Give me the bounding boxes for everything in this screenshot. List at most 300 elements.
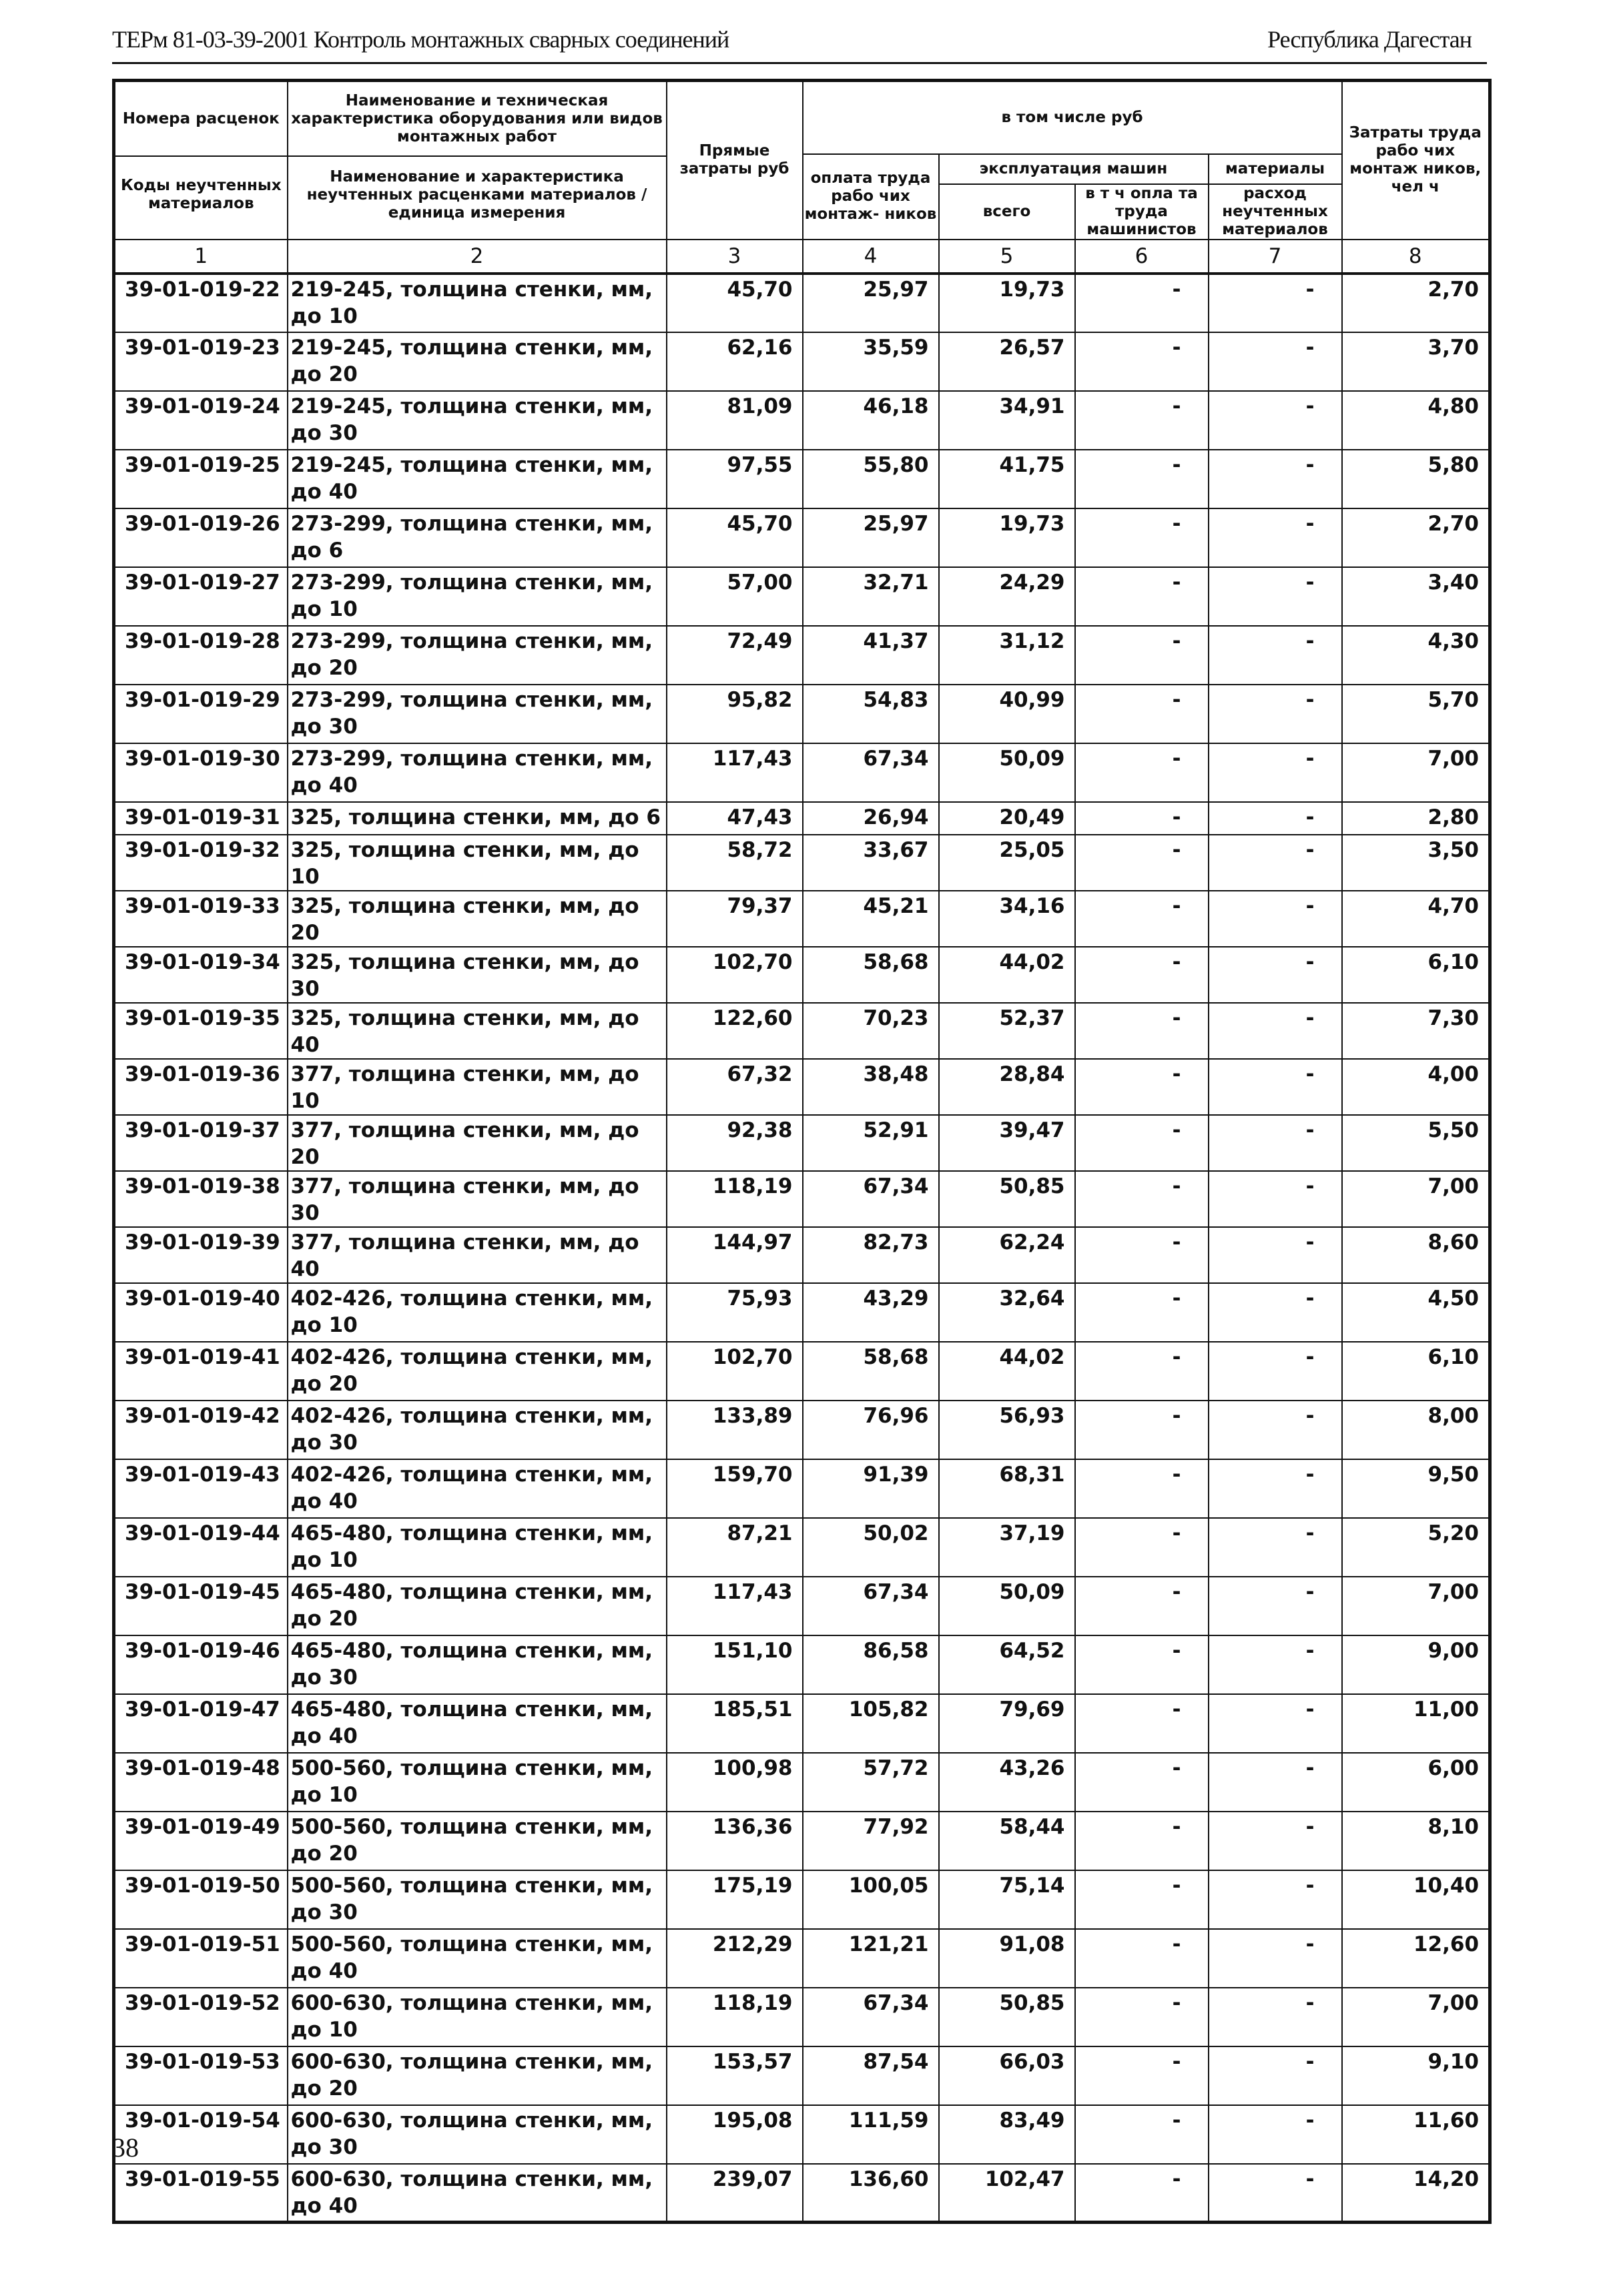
work-description-cell: 325, толщина стенки, мм, до 40 — [288, 1003, 667, 1059]
work-description-cell: 402-426, толщина стенки, мм, до 20 — [288, 1342, 667, 1401]
direct-costs-cell: 144,97 — [667, 1227, 803, 1283]
table-row — [114, 891, 1490, 947]
rate-code-cell: 39-01-019-54 — [114, 2105, 288, 2164]
work-description-cell: 377, толщина стенки, мм, до 20 — [288, 1115, 667, 1171]
worker-wages-cell: 33,67 — [803, 835, 939, 891]
work-description-cell: 377, толщина стенки, мм, до 10 — [288, 1059, 667, 1115]
rate-code-cell: 39-01-019-55 — [114, 2164, 288, 2223]
machinist-wages-cell: - — [1075, 332, 1209, 391]
rate-code-cell: 39-01-019-44 — [114, 1518, 288, 1577]
material-consumption-cell: - — [1209, 1342, 1342, 1401]
work-description-cell: 219-245, толщина стенки, мм, до 40 — [288, 450, 667, 508]
work-description-cell: 402-426, толщина стенки, мм, до 40 — [288, 1459, 667, 1518]
price-table — [112, 79, 1492, 2224]
table-row — [114, 1115, 1490, 1171]
column-header-code-bottom: Коды неучтенных материалов — [120, 177, 282, 212]
work-description-cell: 273-299, толщина стенки, мм, до 10 — [288, 567, 667, 626]
work-description-cell: 325, толщина стенки, мм, до 30 — [288, 947, 667, 1003]
rate-code-cell: 39-01-019-40 — [114, 1283, 288, 1342]
worker-wages-cell: 54,83 — [803, 685, 939, 743]
labor-hours-cell: 8,10 — [1342, 1812, 1490, 1870]
column-header-name-top: Наименование и техническая характеристика оборудования или видов монтажных работ — [288, 82, 666, 157]
table-row — [114, 1577, 1490, 1635]
table-row — [114, 835, 1490, 891]
direct-costs-cell: 100,98 — [667, 1753, 803, 1812]
labor-hours-cell: 6,10 — [1342, 947, 1490, 1003]
labor-hours-cell: 7,30 — [1342, 1003, 1490, 1059]
direct-costs-cell: 117,43 — [667, 743, 803, 802]
material-consumption-cell: - — [1209, 1929, 1342, 1988]
page-number: 38 — [112, 2133, 139, 2163]
labor-hours-cell: 4,00 — [1342, 1059, 1490, 1115]
work-description-cell: 465-480, толщина стенки, мм, до 30 — [288, 1635, 667, 1694]
rate-code-cell: 39-01-019-51 — [114, 1929, 288, 1988]
machinist-wages-cell: - — [1075, 274, 1209, 332]
direct-costs-cell: 212,29 — [667, 1929, 803, 1988]
table-row — [114, 1059, 1490, 1115]
rate-code-cell: 39-01-019-47 — [114, 1694, 288, 1753]
worker-wages-cell: 25,97 — [803, 508, 939, 567]
worker-wages-cell: 52,91 — [803, 1115, 939, 1171]
column-header-name-bottom: Наименование и характеристика неучтенных расценками материалов / единица измерения — [306, 167, 647, 222]
machines-total-cell: 24,29 — [939, 567, 1075, 626]
machinist-wages-cell: - — [1075, 802, 1209, 835]
column-header-wages: оплата труда рабо чих монтаж- ников — [803, 154, 939, 240]
table-header — [114, 81, 1490, 274]
worker-wages-cell: 38,48 — [803, 1059, 939, 1115]
machinist-wages-cell: - — [1075, 1115, 1209, 1171]
material-consumption-cell: - — [1209, 508, 1342, 567]
labor-hours-cell: 11,00 — [1342, 1694, 1490, 1753]
machinist-wages-cell: - — [1075, 626, 1209, 685]
work-description-cell: 600-630, толщина стенки, мм, до 40 — [288, 2164, 667, 2223]
worker-wages-cell: 70,23 — [803, 1003, 939, 1059]
labor-hours-cell: 6,00 — [1342, 1753, 1490, 1812]
labor-hours-cell: 7,00 — [1342, 1577, 1490, 1635]
column-header-direct-costs: Прямые затраты руб — [667, 81, 803, 240]
rate-code-cell: 39-01-019-34 — [114, 947, 288, 1003]
machines-total-cell: 50,09 — [939, 743, 1075, 802]
rate-code-cell: 39-01-019-52 — [114, 1988, 288, 2046]
machinist-wages-cell: - — [1075, 391, 1209, 450]
material-consumption-cell: - — [1209, 743, 1342, 802]
direct-costs-cell: 45,70 — [667, 274, 803, 332]
rate-code-cell: 39-01-019-31 — [114, 802, 288, 835]
column-number: 3 — [667, 240, 803, 274]
labor-hours-cell: 7,00 — [1342, 743, 1490, 802]
material-consumption-cell: - — [1209, 1753, 1342, 1812]
table-row — [114, 1401, 1490, 1459]
rate-code-cell: 39-01-019-43 — [114, 1459, 288, 1518]
machinist-wages-cell: - — [1075, 1283, 1209, 1342]
rate-code-cell: 39-01-019-41 — [114, 1342, 288, 1401]
direct-costs-cell: 117,43 — [667, 1577, 803, 1635]
work-description-cell: 402-426, толщина стенки, мм, до 30 — [288, 1401, 667, 1459]
rate-code-cell: 39-01-019-42 — [114, 1401, 288, 1459]
machinist-wages-cell: - — [1075, 1635, 1209, 1694]
material-consumption-cell: - — [1209, 1003, 1342, 1059]
work-description-cell: 500-560, толщина стенки, мм, до 20 — [288, 1812, 667, 1870]
direct-costs-cell: 72,49 — [667, 626, 803, 685]
machinist-wages-cell: - — [1075, 1694, 1209, 1753]
labor-hours-cell: 8,00 — [1342, 1401, 1490, 1459]
header-rule — [112, 62, 1487, 64]
work-description-cell: 325, толщина стенки, мм, до 20 — [288, 891, 667, 947]
machines-total-cell: 32,64 — [939, 1283, 1075, 1342]
machinist-wages-cell: - — [1075, 567, 1209, 626]
material-consumption-cell: - — [1209, 567, 1342, 626]
material-consumption-cell: - — [1209, 1577, 1342, 1635]
document-title: ТЕРм 81-03-39-2001 Контроль монтажных сварных соединений — [112, 26, 729, 53]
machines-total-cell: 68,31 — [939, 1459, 1075, 1518]
machinist-wages-cell: - — [1075, 1459, 1209, 1518]
table-row — [114, 567, 1490, 626]
worker-wages-cell: 67,34 — [803, 743, 939, 802]
material-consumption-cell: - — [1209, 802, 1342, 835]
direct-costs-cell: 97,55 — [667, 450, 803, 508]
direct-costs-cell: 185,51 — [667, 1694, 803, 1753]
column-header-labor: Затраты труда рабо чих монтаж ников, чел ч — [1342, 81, 1490, 240]
work-description-cell: 500-560, толщина стенки, мм, до 30 — [288, 1870, 667, 1929]
direct-costs-cell: 95,82 — [667, 685, 803, 743]
rate-code-cell: 39-01-019-38 — [114, 1171, 288, 1227]
material-consumption-cell: - — [1209, 332, 1342, 391]
machinist-wages-cell: - — [1075, 1518, 1209, 1577]
labor-hours-cell: 9,50 — [1342, 1459, 1490, 1518]
worker-wages-cell: 43,29 — [803, 1283, 939, 1342]
machines-total-cell: 50,85 — [939, 1988, 1075, 2046]
machinist-wages-cell: - — [1075, 1753, 1209, 1812]
machines-total-cell: 34,91 — [939, 391, 1075, 450]
table-row — [114, 1635, 1490, 1694]
labor-hours-cell: 2,70 — [1342, 508, 1490, 567]
material-consumption-cell: - — [1209, 1870, 1342, 1929]
work-description-cell: 325, толщина стенки, мм, до 6 — [288, 802, 667, 835]
material-consumption-cell: - — [1209, 2164, 1342, 2223]
direct-costs-cell: 75,93 — [667, 1283, 803, 1342]
rate-code-cell: 39-01-019-36 — [114, 1059, 288, 1115]
column-header-materials: материалы — [1209, 154, 1342, 184]
rate-code-cell: 39-01-019-39 — [114, 1227, 288, 1283]
machines-total-cell: 26,57 — [939, 332, 1075, 391]
column-header-machines: эксплуатация машин — [939, 154, 1209, 184]
work-description-cell: 325, толщина стенки, мм, до 10 — [288, 835, 667, 891]
direct-costs-cell: 159,70 — [667, 1459, 803, 1518]
column-number: 6 — [1075, 240, 1209, 274]
direct-costs-cell: 118,19 — [667, 1171, 803, 1227]
rate-code-cell: 39-01-019-22 — [114, 274, 288, 332]
worker-wages-cell: 67,34 — [803, 1171, 939, 1227]
worker-wages-cell: 25,97 — [803, 274, 939, 332]
rate-code-cell: 39-01-019-32 — [114, 835, 288, 891]
worker-wages-cell: 100,05 — [803, 1870, 939, 1929]
rate-code-cell: 39-01-019-46 — [114, 1635, 288, 1694]
labor-hours-cell: 5,20 — [1342, 1518, 1490, 1577]
labor-hours-cell: 10,40 — [1342, 1870, 1490, 1929]
table-row — [114, 802, 1490, 835]
worker-wages-cell: 77,92 — [803, 1812, 939, 1870]
machinist-wages-cell: - — [1075, 1988, 1209, 2046]
labor-hours-cell: 4,50 — [1342, 1283, 1490, 1342]
labor-hours-cell: 7,00 — [1342, 1171, 1490, 1227]
material-consumption-cell: - — [1209, 391, 1342, 450]
material-consumption-cell: - — [1209, 947, 1342, 1003]
labor-hours-cell: 9,10 — [1342, 2046, 1490, 2105]
column-header-name — [288, 81, 667, 240]
direct-costs-cell: 239,07 — [667, 2164, 803, 2223]
machines-total-cell: 19,73 — [939, 508, 1075, 567]
worker-wages-cell: 55,80 — [803, 450, 939, 508]
machines-total-cell: 41,75 — [939, 450, 1075, 508]
table-row — [114, 2164, 1490, 2223]
machines-total-cell: 64,52 — [939, 1635, 1075, 1694]
work-description-cell: 465-480, толщина стенки, мм, до 10 — [288, 1518, 667, 1577]
worker-wages-cell: 82,73 — [803, 1227, 939, 1283]
labor-hours-cell: 4,30 — [1342, 626, 1490, 685]
direct-costs-cell: 102,70 — [667, 947, 803, 1003]
material-consumption-cell: - — [1209, 1988, 1342, 2046]
machines-total-cell: 31,12 — [939, 626, 1075, 685]
machinist-wages-cell: - — [1075, 2105, 1209, 2164]
labor-hours-cell: 8,60 — [1342, 1227, 1490, 1283]
table-row — [114, 685, 1490, 743]
machines-total-cell: 62,24 — [939, 1227, 1075, 1283]
table-row — [114, 1342, 1490, 1401]
direct-costs-cell: 67,32 — [667, 1059, 803, 1115]
work-description-cell: 500-560, толщина стенки, мм, до 10 — [288, 1753, 667, 1812]
machines-total-cell: 50,85 — [939, 1171, 1075, 1227]
worker-wages-cell: 136,60 — [803, 2164, 939, 2223]
work-description-cell: 377, толщина стенки, мм, до 30 — [288, 1171, 667, 1227]
material-consumption-cell: - — [1209, 1401, 1342, 1459]
machinist-wages-cell: - — [1075, 1227, 1209, 1283]
machinist-wages-cell: - — [1075, 1577, 1209, 1635]
material-consumption-cell: - — [1209, 1459, 1342, 1518]
machinist-wages-cell: - — [1075, 450, 1209, 508]
material-consumption-cell: - — [1209, 2046, 1342, 2105]
machinist-wages-cell: - — [1075, 1870, 1209, 1929]
worker-wages-cell: 46,18 — [803, 391, 939, 450]
machines-total-cell: 34,16 — [939, 891, 1075, 947]
table-row — [114, 2105, 1490, 2164]
labor-hours-cell: 2,70 — [1342, 274, 1490, 332]
direct-costs-cell: 47,43 — [667, 802, 803, 835]
rate-code-cell: 39-01-019-33 — [114, 891, 288, 947]
rate-code-cell: 39-01-019-27 — [114, 567, 288, 626]
labor-hours-cell: 6,10 — [1342, 1342, 1490, 1401]
labor-hours-cell: 2,80 — [1342, 802, 1490, 835]
work-description-cell: 465-480, толщина стенки, мм, до 40 — [288, 1694, 667, 1753]
table-row — [114, 1694, 1490, 1753]
machines-total-cell: 37,19 — [939, 1518, 1075, 1577]
work-description-cell: 600-630, толщина стенки, мм, до 10 — [288, 1988, 667, 2046]
direct-costs-cell: 175,19 — [667, 1870, 803, 1929]
material-consumption-cell: - — [1209, 2105, 1342, 2164]
worker-wages-cell: 67,34 — [803, 1577, 939, 1635]
rate-code-cell: 39-01-019-24 — [114, 391, 288, 450]
rate-code-cell: 39-01-019-35 — [114, 1003, 288, 1059]
labor-hours-cell: 3,70 — [1342, 332, 1490, 391]
rate-code-cell: 39-01-019-49 — [114, 1812, 288, 1870]
rate-code-cell: 39-01-019-28 — [114, 626, 288, 685]
rate-code-cell: 39-01-019-48 — [114, 1753, 288, 1812]
work-description-cell: 219-245, толщина стенки, мм, до 30 — [288, 391, 667, 450]
material-consumption-cell: - — [1209, 1227, 1342, 1283]
worker-wages-cell: 105,82 — [803, 1694, 939, 1753]
worker-wages-cell: 50,02 — [803, 1518, 939, 1577]
worker-wages-cell: 57,72 — [803, 1753, 939, 1812]
worker-wages-cell: 67,34 — [803, 1988, 939, 2046]
direct-costs-cell: 118,19 — [667, 1988, 803, 2046]
direct-costs-cell: 122,60 — [667, 1003, 803, 1059]
worker-wages-cell: 32,71 — [803, 567, 939, 626]
direct-costs-cell: 87,21 — [667, 1518, 803, 1577]
material-consumption-cell: - — [1209, 891, 1342, 947]
table-row — [114, 1870, 1490, 1929]
table-row — [114, 1459, 1490, 1518]
machines-total-cell: 75,14 — [939, 1870, 1075, 1929]
direct-costs-cell: 102,70 — [667, 1342, 803, 1401]
material-consumption-cell: - — [1209, 626, 1342, 685]
material-consumption-cell: - — [1209, 450, 1342, 508]
machines-total-cell: 19,73 — [939, 274, 1075, 332]
labor-hours-cell: 5,50 — [1342, 1115, 1490, 1171]
worker-wages-cell: 86,58 — [803, 1635, 939, 1694]
machinist-wages-cell: - — [1075, 947, 1209, 1003]
table-body — [114, 274, 1490, 2223]
machinist-wages-cell: - — [1075, 1812, 1209, 1870]
worker-wages-cell: 26,94 — [803, 802, 939, 835]
worker-wages-cell: 58,68 — [803, 947, 939, 1003]
worker-wages-cell: 91,39 — [803, 1459, 939, 1518]
direct-costs-cell: 58,72 — [667, 835, 803, 891]
direct-costs-cell: 57,00 — [667, 567, 803, 626]
table-row — [114, 274, 1490, 332]
table-row — [114, 450, 1490, 508]
column-number: 2 — [288, 240, 667, 274]
machines-total-cell: 79,69 — [939, 1694, 1075, 1753]
column-header-group: в том числе руб — [803, 81, 1342, 154]
column-header-machinist-wages: в т ч опла та труда машинистов — [1075, 184, 1209, 240]
machines-total-cell: 102,47 — [939, 2164, 1075, 2223]
machines-total-cell: 50,09 — [939, 1577, 1075, 1635]
table-row — [114, 391, 1490, 450]
table-row — [114, 1812, 1490, 1870]
machinist-wages-cell: - — [1075, 2164, 1209, 2223]
direct-costs-cell: 153,57 — [667, 2046, 803, 2105]
table-row — [114, 1227, 1490, 1283]
worker-wages-cell: 76,96 — [803, 1401, 939, 1459]
table-row — [114, 743, 1490, 802]
machines-total-cell: 44,02 — [939, 947, 1075, 1003]
direct-costs-cell: 133,89 — [667, 1401, 803, 1459]
column-number: 4 — [803, 240, 939, 274]
column-number: 7 — [1209, 240, 1342, 274]
machines-total-cell: 40,99 — [939, 685, 1075, 743]
rate-code-cell: 39-01-019-30 — [114, 743, 288, 802]
machinist-wages-cell: - — [1075, 1059, 1209, 1115]
labor-hours-cell: 4,80 — [1342, 391, 1490, 450]
material-consumption-cell: - — [1209, 1635, 1342, 1694]
work-description-cell: 273-299, толщина стенки, мм, до 40 — [288, 743, 667, 802]
machinist-wages-cell: - — [1075, 1929, 1209, 1988]
labor-hours-cell: 4,70 — [1342, 891, 1490, 947]
work-description-cell: 402-426, толщина стенки, мм, до 10 — [288, 1283, 667, 1342]
machinist-wages-cell: - — [1075, 743, 1209, 802]
column-header-code — [114, 81, 288, 240]
machinist-wages-cell: - — [1075, 835, 1209, 891]
rate-code-cell: 39-01-019-29 — [114, 685, 288, 743]
direct-costs-cell: 151,10 — [667, 1635, 803, 1694]
material-consumption-cell: - — [1209, 1171, 1342, 1227]
machinist-wages-cell: - — [1075, 508, 1209, 567]
column-number-row — [114, 240, 1490, 274]
material-consumption-cell: - — [1209, 1283, 1342, 1342]
table-row — [114, 2046, 1490, 2105]
material-consumption-cell: - — [1209, 835, 1342, 891]
labor-hours-cell: 7,00 — [1342, 1988, 1490, 2046]
table-row — [114, 1518, 1490, 1577]
worker-wages-cell: 35,59 — [803, 332, 939, 391]
table-row — [114, 626, 1490, 685]
machines-total-cell: 58,44 — [939, 1812, 1075, 1870]
rate-code-cell: 39-01-019-53 — [114, 2046, 288, 2105]
table-row — [114, 947, 1490, 1003]
labor-hours-cell: 11,60 — [1342, 2105, 1490, 2164]
column-number: 5 — [939, 240, 1075, 274]
work-description-cell: 219-245, толщина стенки, мм, до 10 — [288, 274, 667, 332]
work-description-cell: 377, толщина стенки, мм, до 40 — [288, 1227, 667, 1283]
direct-costs-cell: 62,16 — [667, 332, 803, 391]
work-description-cell: 273-299, толщина стенки, мм, до 6 — [288, 508, 667, 567]
labor-hours-cell: 3,50 — [1342, 835, 1490, 891]
machines-total-cell: 66,03 — [939, 2046, 1075, 2105]
worker-wages-cell: 121,21 — [803, 1929, 939, 1988]
machines-total-cell: 25,05 — [939, 835, 1075, 891]
machines-total-cell: 28,84 — [939, 1059, 1075, 1115]
machines-total-cell: 91,08 — [939, 1929, 1075, 1988]
machinist-wages-cell: - — [1075, 1003, 1209, 1059]
rate-code-cell: 39-01-019-25 — [114, 450, 288, 508]
direct-costs-cell: 136,36 — [667, 1812, 803, 1870]
column-header-material-consumption: расход неучтенных материалов — [1209, 184, 1342, 240]
labor-hours-cell: 9,00 — [1342, 1635, 1490, 1694]
material-consumption-cell: - — [1209, 1059, 1342, 1115]
machines-total-cell: 43,26 — [939, 1753, 1075, 1812]
table-row — [114, 332, 1490, 391]
material-consumption-cell: - — [1209, 1518, 1342, 1577]
worker-wages-cell: 58,68 — [803, 1342, 939, 1401]
machinist-wages-cell: - — [1075, 1171, 1209, 1227]
labor-hours-cell: 12,60 — [1342, 1929, 1490, 1988]
table-row — [114, 1283, 1490, 1342]
table-row — [114, 508, 1490, 567]
worker-wages-cell: 87,54 — [803, 2046, 939, 2105]
table-row — [114, 1171, 1490, 1227]
machinist-wages-cell: - — [1075, 891, 1209, 947]
labor-hours-cell: 14,20 — [1342, 2164, 1490, 2223]
machines-total-cell: 83,49 — [939, 2105, 1075, 2164]
work-description-cell: 219-245, толщина стенки, мм, до 20 — [288, 332, 667, 391]
work-description-cell: 465-480, толщина стенки, мм, до 20 — [288, 1577, 667, 1635]
column-number: 1 — [114, 240, 288, 274]
column-header-machines-total: всего — [939, 184, 1075, 240]
table-row — [114, 1753, 1490, 1812]
material-consumption-cell: - — [1209, 1115, 1342, 1171]
machines-total-cell: 52,37 — [939, 1003, 1075, 1059]
machinist-wages-cell: - — [1075, 685, 1209, 743]
direct-costs-cell: 79,37 — [667, 891, 803, 947]
